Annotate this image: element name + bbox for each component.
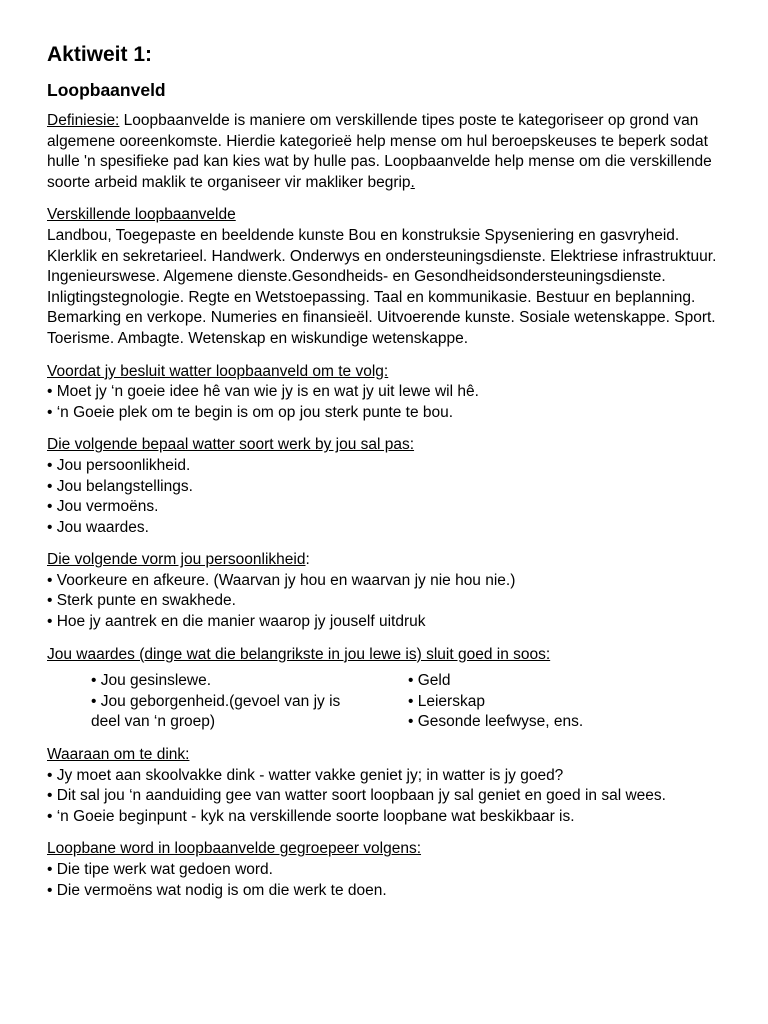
definition-text: Loopbaanvelde is maniere om verskillende tipes poste te kategoriseer op grond van algemene ooreenkomste. Hierdie kategorieë help mense om hul beroepskeuses te beperk sodat hulle 'n spesifieke pad kan kies wat by hulle pas. Loopbaanvelde help mense om die verskillende soorte arbeid maklik te organiseer vir makliker begrip bbox=[47, 112, 712, 191]
definition-tail: . bbox=[410, 173, 415, 191]
list-item: • Gesonde leefwyse, ens. bbox=[408, 713, 584, 731]
section-heading: Die volgende bepaal watter soort werk by jou sal pas: bbox=[47, 436, 415, 454]
section-career-fields bbox=[47, 205, 722, 349]
section-heading: Voordat jy besluit watter loopbaanveld om te volg: bbox=[47, 362, 389, 380]
list-item: • Leierskap bbox=[408, 692, 485, 710]
section-heading: Waaraan om te dink: bbox=[47, 746, 190, 764]
section-heading-tail: : bbox=[305, 551, 310, 569]
page-title: Aktiweit 1: bbox=[47, 43, 153, 66]
section-heading: Jou waardes (dinge wat die belangrikste in jou lewe is) sluit goed in soos: bbox=[47, 645, 551, 663]
list-item: • Voorkeure en afkeure. (Waarvan jy hou en waarvan jy nie hou nie.) bbox=[47, 571, 516, 589]
document-body bbox=[47, 42, 722, 901]
career-fields-line: Ingenieurswese. Algemene dienste.Gesondheids- en Gesondheidsondersteuningsdienste. Inligtingstegnologie. Regte en Wetstoepassing. Taal en kommunikasie. Bestuur en beplanning. Bemarking en verkope. Numeries en finansieël. Uitvoerende kunste. Sosiale wetenskappe. Sport. Toerisme. Ambagte. Wetenskap en wiskundige wetenskappe. bbox=[47, 268, 716, 347]
list-item: • ‘n Goeie beginpunt - kyk na verskillende soorte loopbane wat beskikbaar is. bbox=[47, 807, 575, 825]
section-think bbox=[47, 745, 722, 827]
section-grouped bbox=[47, 839, 722, 901]
career-fields-line: Landbou, Toegepaste en beeldende kunste Bou en konstruksie Spyseniering en gasvryheid. Klerklik en sekretarieel. Handwerk. Onderwys en ondersteuningsdienste. Elektriese infrastruktuur. bbox=[47, 226, 717, 265]
list-item: • Die vermoëns wat nodig is om die werk te doen. bbox=[47, 881, 387, 899]
list-item: • Die tipe werk wat gedoen word. bbox=[47, 861, 273, 878]
definition-label: Definiesie: bbox=[47, 112, 120, 129]
section-heading: Verskillende loopbaanvelde bbox=[47, 206, 236, 224]
list-item: • Moet jy ‘n goeie idee hê van wie jy is en wat jy uit lewe wil hê. bbox=[47, 383, 479, 401]
list-item: • Jou gesinslewe. bbox=[91, 672, 212, 690]
section-values bbox=[47, 645, 722, 733]
list-item: • Hoe jy aantrek en die manier waarop jy jouself uitdruk bbox=[47, 613, 426, 631]
list-item: • Jy moet aan skoolvakke dink - watter vakke geniet jy; in watter is jy goed? bbox=[47, 766, 564, 784]
list-item: • Geld bbox=[408, 672, 451, 690]
list-item: • Jou persoonlikheid. bbox=[47, 456, 191, 474]
list-item: • Sterk punte en swakhede. bbox=[47, 592, 236, 610]
values-columns bbox=[47, 671, 722, 733]
definition-paragraph bbox=[47, 111, 722, 193]
page-subtitle: Loopbaanveld bbox=[47, 80, 166, 100]
section-personality bbox=[47, 550, 722, 632]
list-item: • ‘n Goeie plek om te begin is om op jou sterk punte te bou. bbox=[47, 403, 454, 421]
list-item: • Jou geborgenheid.(gevoel van jy is deel van ‘n groep) bbox=[91, 692, 341, 731]
section-heading: Die volgende vorm jou persoonlikheid bbox=[47, 551, 306, 569]
section-determine-work bbox=[47, 435, 722, 538]
list-item: • Jou waardes. bbox=[47, 518, 149, 536]
values-left-column bbox=[91, 671, 361, 733]
section-before-deciding bbox=[47, 362, 722, 424]
list-item: • Jou vermoëns. bbox=[47, 498, 159, 516]
section-heading-line bbox=[47, 550, 722, 571]
list-item: • Dit sal jou ‘n aanduiding gee van watter soort loopbaan jy sal geniet en goed in sal wees. bbox=[47, 787, 666, 805]
list-item: • Jou belangstellings. bbox=[47, 477, 193, 495]
section-heading: Loopbane word in loopbaanvelde gegroepeer volgens: bbox=[47, 840, 422, 858]
values-right-column bbox=[408, 671, 658, 733]
